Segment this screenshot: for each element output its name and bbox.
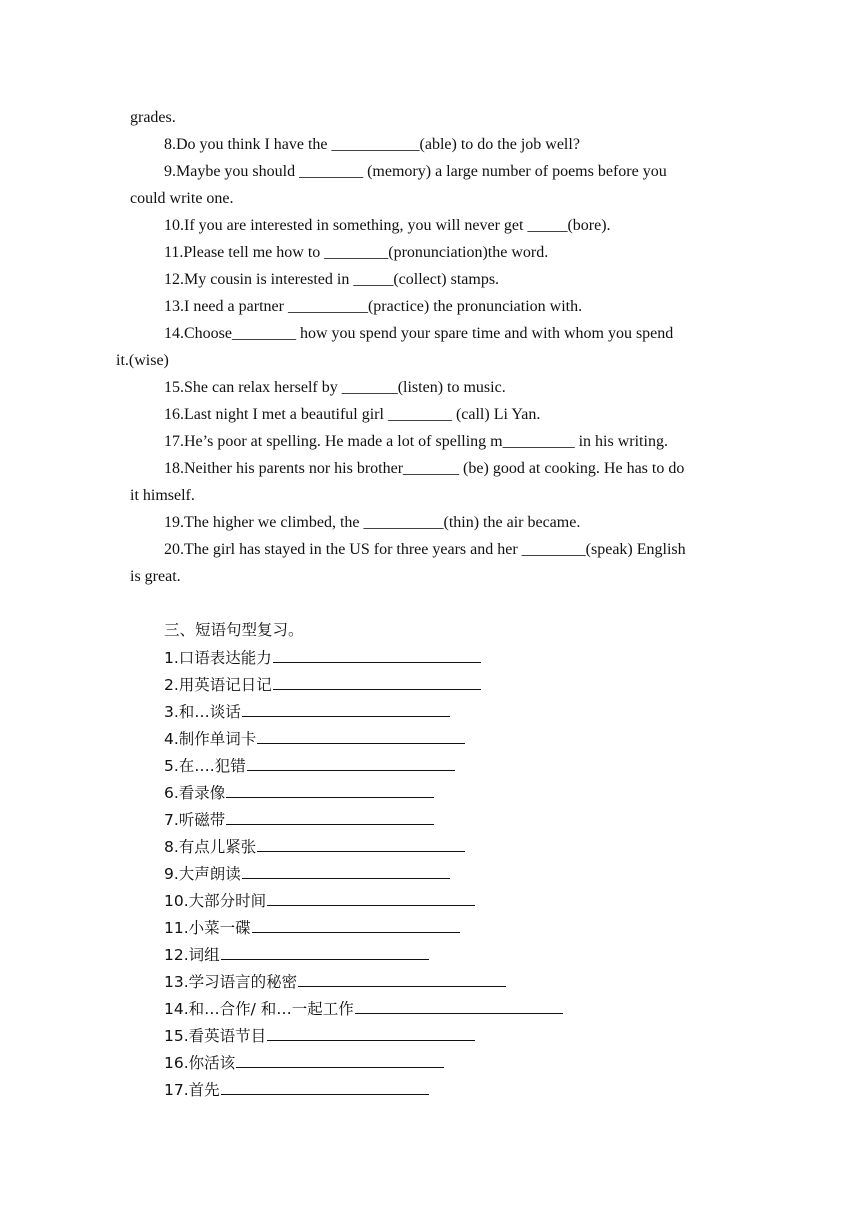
exercise-item <box>130 266 732 293</box>
exercise-line: 16.Last night I met a beautiful girl ________ (call) Li Yan. <box>164 406 541 423</box>
phrase-list <box>130 644 732 1103</box>
carryover-text: grades. <box>130 109 176 126</box>
exercise-line-continued: it himself. <box>130 487 195 504</box>
exercise-item <box>130 536 732 590</box>
exercise-line: 17.He’s poor at spelling. He made a lot of spelling m_________ in his writing. <box>164 433 668 450</box>
exercise-line: 8.Do you think I have the ___________(able) to do the job well? <box>164 136 580 153</box>
phrase-label: 5.在….犯错 <box>164 757 246 775</box>
phrase-label: 14.和…合作/ 和…一起工作 <box>164 1000 354 1018</box>
exercise-list <box>116 131 732 590</box>
exercise-line: 19.The higher we climbed, the __________(thin) the air became. <box>164 514 581 531</box>
answer-blank[interactable] <box>226 779 434 798</box>
phrase-label: 9.大声朗读 <box>164 865 241 883</box>
phrase-label: 1.口语表达能力 <box>164 649 272 667</box>
phrase-item <box>130 698 732 725</box>
phrase-label: 2.用英语记日记 <box>164 676 272 694</box>
phrase-item <box>130 887 732 914</box>
phrase-item <box>130 725 732 752</box>
phrase-item <box>130 671 732 698</box>
phrase-item <box>130 752 732 779</box>
phrase-label: 13.学习语言的秘密 <box>164 973 298 991</box>
answer-blank[interactable] <box>273 671 481 690</box>
answer-blank[interactable] <box>273 644 481 663</box>
exercise-item <box>130 401 732 428</box>
answer-blank[interactable] <box>267 887 475 906</box>
answer-blank[interactable] <box>298 968 506 987</box>
phrase-item <box>130 806 732 833</box>
exercise-line: 11.Please tell me how to ________(pronunciation)the word. <box>164 244 549 261</box>
phrase-label: 8.有点儿紧张 <box>164 838 257 856</box>
phrase-item <box>130 1049 732 1076</box>
phrase-label: 7.听磁带 <box>164 811 226 829</box>
phrase-label: 16.你活该 <box>164 1054 236 1072</box>
phrase-item <box>130 779 732 806</box>
section-heading: 三、短语句型复习。 <box>164 621 304 639</box>
exercise-line: 12.My cousin is interested in _____(collect) stamps. <box>164 271 500 288</box>
phrase-label: 12.词组 <box>164 946 220 964</box>
phrase-item <box>130 1022 732 1049</box>
phrase-item <box>130 914 732 941</box>
phrase-item <box>130 644 732 671</box>
exercise-line: 14.Choose________ how you spend your spare time and with whom you spend <box>164 325 674 342</box>
phrase-label: 4.制作单词卡 <box>164 730 257 748</box>
exercise-item <box>130 509 732 536</box>
exercise-line-continued: it.(wise) <box>116 352 169 369</box>
phrase-item <box>130 833 732 860</box>
answer-blank[interactable] <box>247 752 455 771</box>
answer-blank[interactable] <box>257 725 465 744</box>
answer-blank[interactable] <box>267 1022 475 1041</box>
phrase-label: 6.看录像 <box>164 784 226 802</box>
exercise-item <box>130 158 732 212</box>
phrase-label: 3.和…谈话 <box>164 703 241 721</box>
exercise-line: 13.I need a partner __________(practice) the pronunciation with. <box>164 298 583 315</box>
exercise-line: 20.The girl has stayed in the US for three years and her ________(speak) English <box>164 541 686 558</box>
phrase-label: 10.大部分时间 <box>164 892 267 910</box>
exercise-line: 18.Neither his parents nor his brother_______ (be) good at cooking. He has to do <box>164 460 685 477</box>
exercise-line: 15.She can relax herself by _______(listen) to music. <box>164 379 506 396</box>
phrase-item <box>130 1076 732 1103</box>
worksheet-content <box>116 104 732 1103</box>
exercise-item <box>130 212 732 239</box>
exercise-item <box>130 374 732 401</box>
answer-blank[interactable] <box>242 860 450 879</box>
exercise-item <box>116 320 732 374</box>
answer-blank[interactable] <box>252 914 460 933</box>
exercise-line-continued: is great. <box>130 568 181 585</box>
exercise-item <box>130 293 732 320</box>
answer-blank[interactable] <box>236 1049 444 1068</box>
exercise-line: 9.Maybe you should ________ (memory) a large number of poems before you <box>164 163 667 180</box>
phrase-item <box>130 860 732 887</box>
phrase-item <box>130 995 732 1022</box>
exercise-item <box>130 131 732 158</box>
exercise-item <box>130 239 732 266</box>
exercise-line: 10.If you are interested in something, you will never get _____(bore). <box>164 217 611 234</box>
phrase-label: 17.首先 <box>164 1081 220 1099</box>
answer-blank[interactable] <box>221 941 429 960</box>
answer-blank[interactable] <box>221 1076 429 1095</box>
phrase-item <box>130 941 732 968</box>
phrase-label: 11.小菜一碟 <box>164 919 251 937</box>
answer-blank[interactable] <box>226 806 434 825</box>
exercise-line-continued: could write one. <box>130 190 234 207</box>
phrase-label: 15.看英语节目 <box>164 1027 267 1045</box>
exercise-item <box>130 428 732 455</box>
section-spacer <box>130 590 732 617</box>
phrase-item <box>130 968 732 995</box>
answer-blank[interactable] <box>242 698 450 717</box>
exercise-item <box>130 455 732 509</box>
answer-blank[interactable] <box>257 833 465 852</box>
answer-blank[interactable] <box>355 995 563 1014</box>
